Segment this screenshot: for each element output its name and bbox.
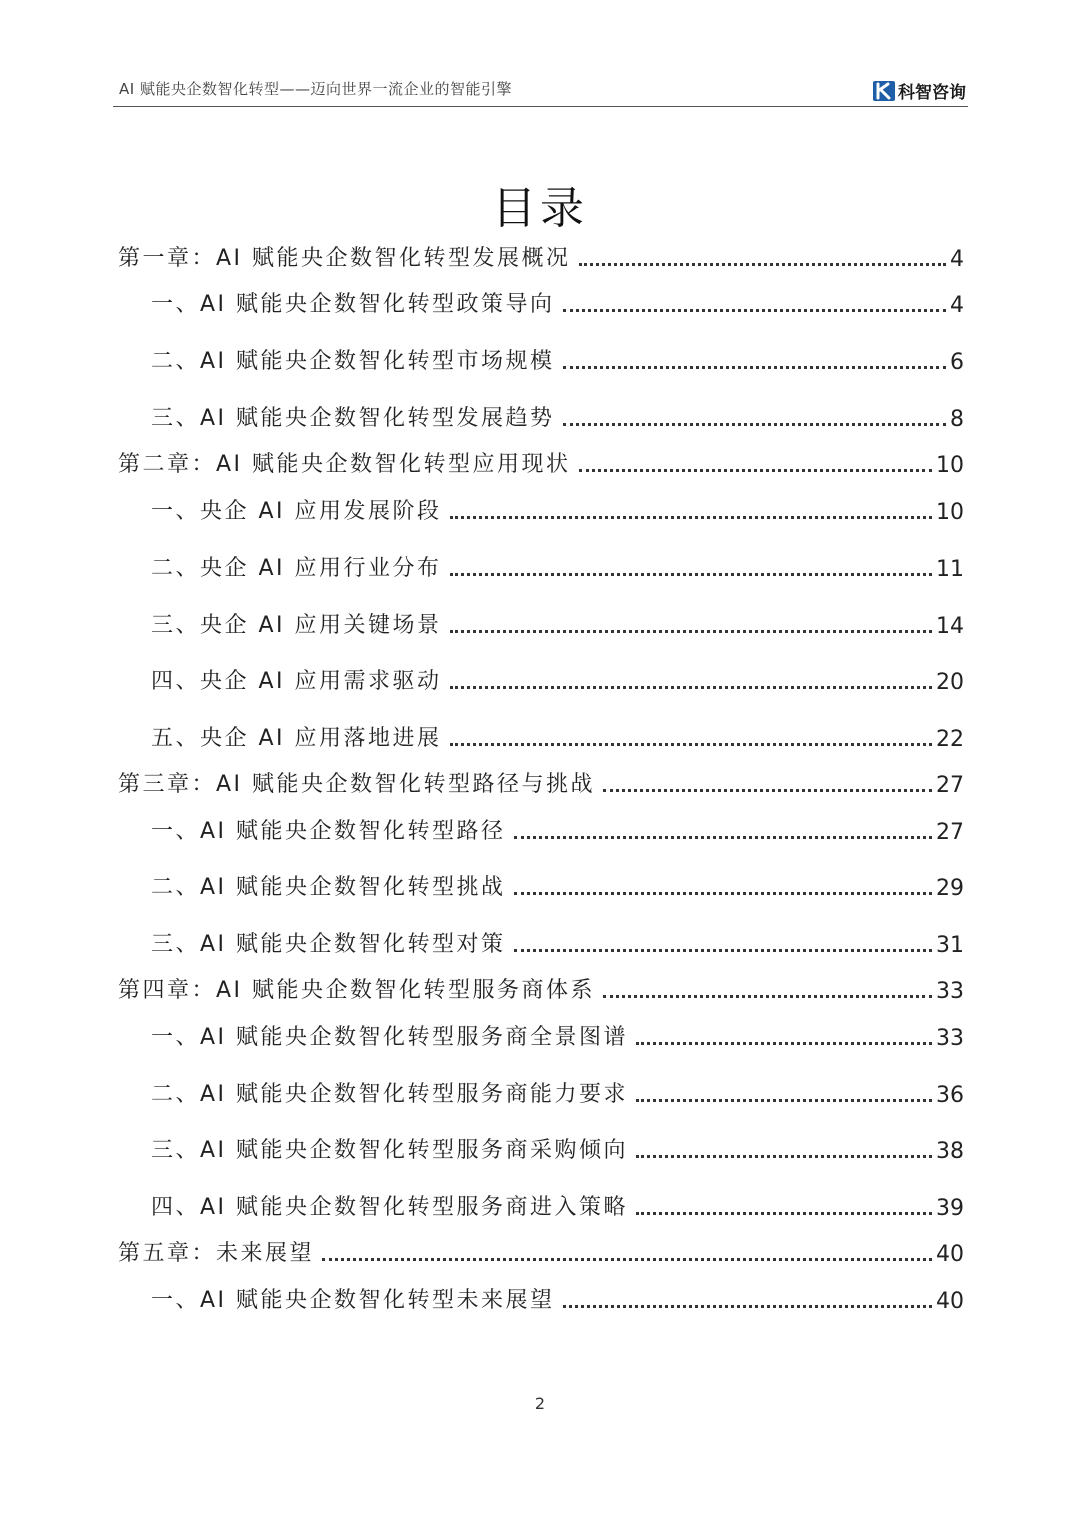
toc-section-entry[interactable] bbox=[0, 1280, 964, 1314]
toc-entry-page: 8 bbox=[950, 407, 964, 432]
toc-entry-label: 二、AI 赋能央企数智化转型市场规模 bbox=[151, 349, 555, 374]
toc-title: 目录 bbox=[492, 183, 588, 234]
toc-entry-page: 36 bbox=[936, 1083, 964, 1108]
toc-section-entry[interactable] bbox=[0, 1074, 964, 1108]
header-title: AI 赋能央企数智化转型——迈向世界一流企业的智能引擎 bbox=[119, 80, 512, 98]
toc-entry-page: 20 bbox=[936, 670, 964, 695]
toc-entry-label: 三、AI 赋能央企数智化转型对策 bbox=[151, 932, 506, 957]
page-number: 2 bbox=[534, 1394, 546, 1413]
toc-section-entry[interactable] bbox=[0, 548, 964, 582]
toc-entry-label: 一、AI 赋能央企数智化转型政策导向 bbox=[151, 292, 555, 317]
toc-entry-page: 39 bbox=[936, 1196, 964, 1221]
toc-entry-page: 33 bbox=[936, 979, 964, 1004]
toc-chapter-entry[interactable] bbox=[0, 238, 964, 272]
toc-entry-label: 第四章：AI 赋能央企数智化转型服务商体系 bbox=[118, 978, 596, 1003]
toc-dot-leader bbox=[563, 366, 946, 369]
toc-entry-page: 29 bbox=[936, 876, 964, 901]
toc-entry-page: 10 bbox=[936, 500, 964, 525]
toc-dot-leader bbox=[514, 892, 932, 895]
toc-chapter-entry[interactable] bbox=[0, 444, 964, 478]
toc-entry-page: 40 bbox=[936, 1242, 964, 1267]
toc-entry-label: 第二章：AI 赋能央企数智化转型应用现状 bbox=[118, 452, 571, 477]
toc-entry-label: 三、AI 赋能央企数智化转型服务商采购倾向 bbox=[151, 1138, 629, 1163]
toc-entry-page: 4 bbox=[950, 247, 964, 272]
toc-section-entry[interactable] bbox=[0, 867, 964, 901]
toc-dot-leader bbox=[450, 743, 932, 746]
toc-entry-label: 第五章：未来展望 bbox=[118, 1241, 315, 1266]
logo-text: 科智咨询 bbox=[898, 83, 966, 103]
toc-section-entry[interactable] bbox=[0, 284, 964, 318]
toc-dot-leader bbox=[450, 686, 932, 689]
toc-section-entry[interactable] bbox=[0, 1017, 964, 1051]
toc-section-entry[interactable] bbox=[0, 661, 964, 695]
toc-entry-page: 14 bbox=[936, 614, 964, 639]
toc-section-entry[interactable] bbox=[0, 398, 964, 432]
toc-entry-page: 27 bbox=[936, 820, 964, 845]
toc-dot-leader bbox=[636, 1099, 932, 1102]
toc-section-entry[interactable] bbox=[0, 1130, 964, 1164]
toc-entry-page: 10 bbox=[936, 453, 964, 478]
toc-entry-label: 第三章：AI 赋能央企数智化转型路径与挑战 bbox=[118, 772, 596, 797]
toc-entry-page: 6 bbox=[950, 350, 964, 375]
toc-section-entry[interactable] bbox=[0, 718, 964, 752]
toc-chapter-entry[interactable] bbox=[0, 970, 964, 1004]
toc-entry-label: 二、央企 AI 应用行业分布 bbox=[151, 556, 442, 581]
toc-entry-page: 22 bbox=[936, 727, 964, 752]
toc-entry-label: 一、央企 AI 应用发展阶段 bbox=[151, 499, 442, 524]
toc-dot-leader bbox=[636, 1155, 932, 1158]
toc-entry-page: 31 bbox=[936, 933, 964, 958]
toc-chapter-entry[interactable] bbox=[0, 764, 964, 798]
toc-entry-label: 二、AI 赋能央企数智化转型挑战 bbox=[151, 875, 506, 900]
toc-entry-label: 第一章：AI 赋能央企数智化转型发展概况 bbox=[118, 246, 571, 271]
toc-section-entry[interactable] bbox=[0, 924, 964, 958]
toc-entry-label: 一、AI 赋能央企数智化转型未来展望 bbox=[151, 1288, 555, 1313]
toc-entry-page: 4 bbox=[950, 293, 964, 318]
toc-entry-page: 38 bbox=[936, 1139, 964, 1164]
toc-section-entry[interactable] bbox=[0, 491, 964, 525]
toc-dot-leader bbox=[579, 263, 946, 266]
toc-dot-leader bbox=[450, 516, 932, 519]
toc-dot-leader bbox=[563, 309, 946, 312]
toc-entry-page: 33 bbox=[936, 1026, 964, 1051]
toc-dot-leader bbox=[636, 1212, 932, 1215]
toc-dot-leader bbox=[603, 995, 932, 998]
toc-section-entry[interactable] bbox=[0, 605, 964, 639]
toc-entry-label: 四、AI 赋能央企数智化转型服务商进入策略 bbox=[151, 1195, 629, 1220]
toc-dot-leader bbox=[514, 949, 932, 952]
toc-entry-label: 三、央企 AI 应用关键场景 bbox=[151, 613, 442, 638]
toc-dot-leader bbox=[579, 469, 932, 472]
toc-dot-leader bbox=[563, 423, 946, 426]
toc-entry-page: 40 bbox=[936, 1289, 964, 1314]
toc-section-entry[interactable] bbox=[0, 1187, 964, 1221]
toc-dot-leader bbox=[636, 1042, 932, 1045]
toc-chapter-entry[interactable] bbox=[0, 1233, 964, 1267]
toc-entry-label: 四、央企 AI 应用需求驱动 bbox=[151, 669, 442, 694]
toc-entry-label: 一、AI 赋能央企数智化转型服务商全景图谱 bbox=[151, 1025, 629, 1050]
toc-section-entry[interactable] bbox=[0, 811, 964, 845]
toc-dot-leader bbox=[563, 1305, 932, 1308]
toc-entry-page: 11 bbox=[936, 557, 964, 582]
toc-dot-leader bbox=[514, 836, 932, 839]
toc-dot-leader bbox=[450, 573, 932, 576]
toc-section-entry[interactable] bbox=[0, 341, 964, 375]
toc-dot-leader bbox=[450, 630, 932, 633]
toc-entry-label: 一、AI 赋能央企数智化转型路径 bbox=[151, 819, 506, 844]
toc-dot-leader bbox=[603, 789, 932, 792]
toc-entry-label: 五、央企 AI 应用落地进展 bbox=[151, 726, 442, 751]
toc-entry-label: 二、AI 赋能央企数智化转型服务商能力要求 bbox=[151, 1082, 629, 1107]
toc-entry-page: 27 bbox=[936, 773, 964, 798]
toc-entry-label: 三、AI 赋能央企数智化转型发展趋势 bbox=[151, 406, 555, 431]
toc-dot-leader bbox=[322, 1258, 932, 1261]
